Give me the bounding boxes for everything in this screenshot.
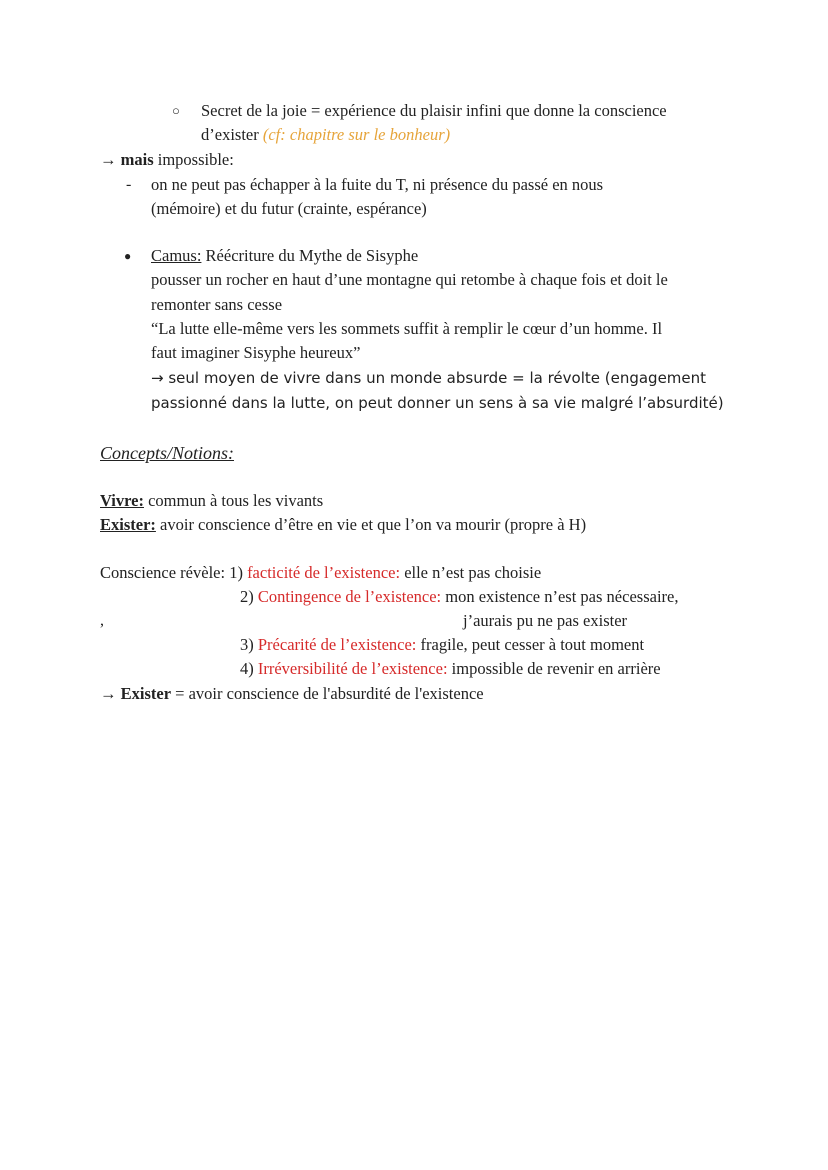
exister-conclusion	[100, 683, 484, 705]
item-def: impossible de revenir en arrière	[447, 659, 661, 678]
bonheur-reference: (cf: chapitre sur le bonheur)	[262, 125, 451, 144]
stray-comma: ,	[100, 612, 104, 629]
item-num: 3)	[240, 635, 258, 654]
exister-label: Exister:	[100, 515, 156, 534]
item-def: elle n’est pas choisie	[400, 563, 542, 582]
item-term: Contingence de l’existence:	[257, 587, 442, 606]
exister-text: d’exister	[201, 125, 263, 144]
filled-bullet-icon: ●	[124, 249, 132, 263]
remonter-line: remonter sans cesse	[151, 295, 283, 314]
item-def: fragile, peut cesser à tout moment	[416, 635, 645, 654]
contingence-continuation: j’aurais pu ne pas exister	[463, 611, 628, 630]
exister-line	[201, 124, 450, 146]
conscience-intro: Conscience révèle: 1)	[100, 563, 248, 582]
camus-title-line	[151, 245, 418, 267]
conscience-item-3	[240, 634, 644, 656]
joy-secret-line: Secret de la joie = expérience du plaisir infini que donne la conscience	[201, 101, 667, 120]
vivre-definition	[100, 490, 323, 512]
memoire-line: (mémoire) et du futur (crainte, espérance)	[151, 199, 427, 218]
exister-def: avoir conscience d’être en vie et que l’on va mourir (propre à H)	[155, 515, 587, 534]
fuite-line: on ne peut pas échapper à la fuite du T, ni présence du passé en nous	[151, 175, 604, 194]
exister-definition	[100, 514, 586, 536]
mais-impossible-line	[100, 149, 234, 171]
camus-name: Camus:	[151, 246, 202, 265]
item-def: mon existence n’est pas nécessaire,	[441, 587, 679, 606]
conscience-item-1	[100, 562, 541, 584]
exister-bold: Exister	[120, 684, 172, 703]
vivre-label: Vivre:	[100, 491, 144, 510]
revolte-line-1: → seul moyen de vivre dans un monde absurde = la révolte (engagement	[151, 369, 707, 387]
circle-bullet-icon: ○	[172, 103, 180, 118]
conscience-item-4	[240, 658, 661, 680]
revolte-line-2: passionné dans la lutte, on peut donner un sens à sa vie malgré l’absurdité)	[151, 394, 724, 412]
item-term: Irréversibilité de l’existence:	[257, 659, 448, 678]
arrow-icon: →	[100, 150, 117, 169]
item-term: Précarité de l’existence:	[257, 635, 417, 654]
quote-line-1: “La lutte elle-même vers les sommets suffit à remplir le cœur d’un homme. Il	[151, 319, 663, 338]
dash-bullet: -	[126, 176, 132, 193]
item-num: 4)	[240, 659, 258, 678]
exister-conclusion-rest: = avoir conscience de l'absurdité de l'existence	[171, 684, 484, 703]
quote-line-2: faut imaginer Sisyphe heureux”	[151, 343, 361, 362]
arrow-icon: →	[100, 684, 121, 703]
camus-title-rest: Réécriture du Mythe de Sisyphe	[201, 246, 419, 265]
mais-bold: mais	[120, 150, 154, 169]
impossible-text: impossible:	[153, 150, 234, 169]
item-term: facticité de l’existence:	[247, 563, 401, 582]
conscience-item-2	[240, 586, 678, 608]
rocher-line: pousser un rocher en haut d’une montagne qui retombe à chaque fois et doit le	[151, 270, 668, 289]
item-num: 2)	[240, 587, 258, 606]
concepts-heading: Concepts/Notions:	[100, 443, 234, 463]
vivre-def: commun à tous les vivants	[143, 491, 324, 510]
